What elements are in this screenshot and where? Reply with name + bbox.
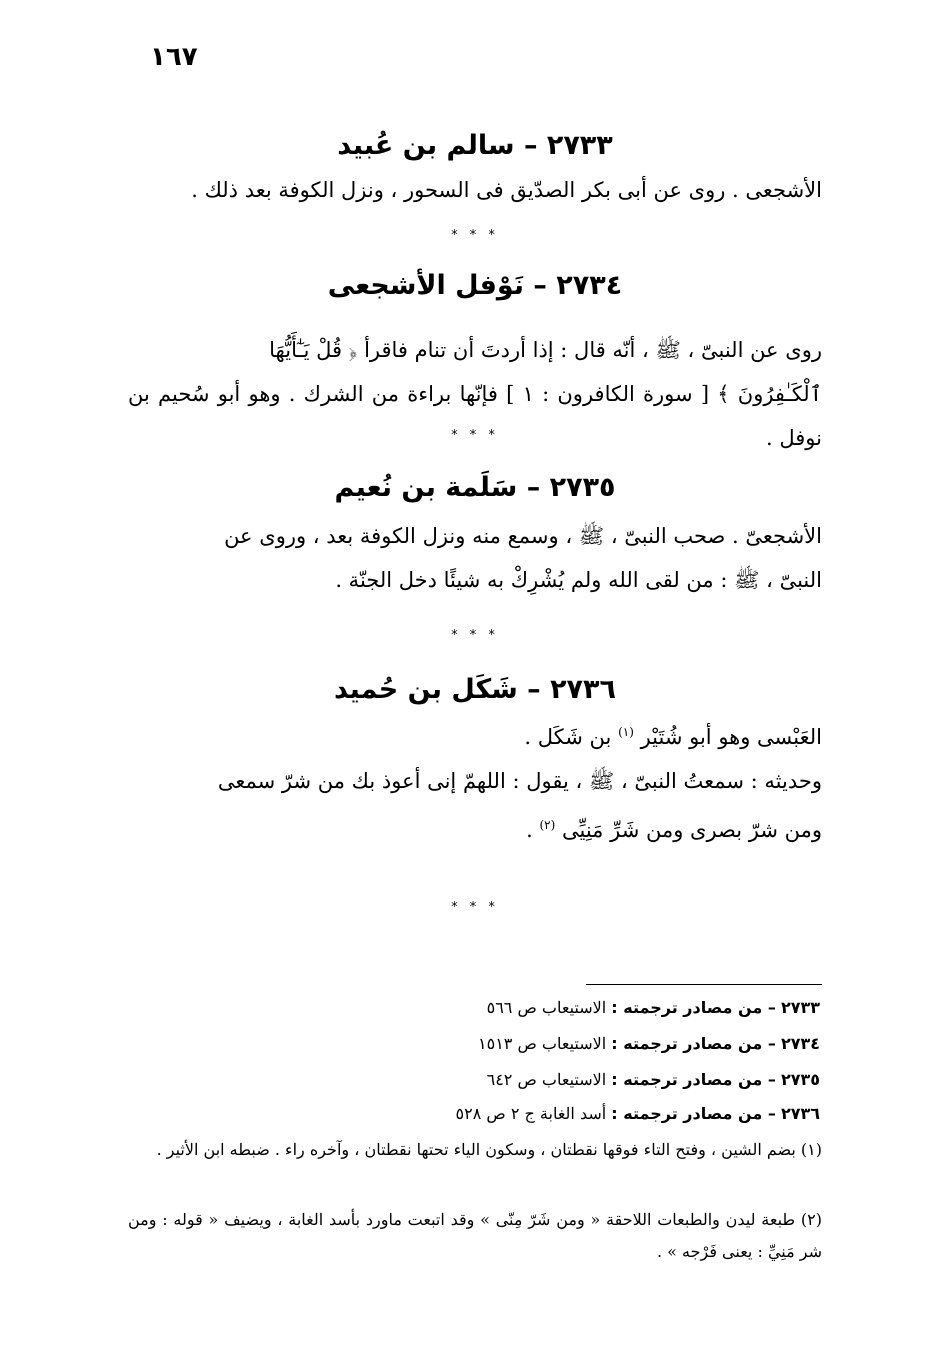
entry-body-2735: [128, 514, 822, 602]
line-text: ومن شرّ بصرى ومن شَرِّ مَنِيِّى: [562, 818, 822, 842]
footnote-ref-1: (١): [618, 725, 634, 739]
entry-line: روى عن النبىّ ، ﷺ ، أنّه قال : إذا أردتَ أن تنام فاقرأ ﴿ قُلْ يَـٰٓأَيُّهَا: [269, 338, 822, 362]
entry-title-2736: ٢٧٣٦ – شَكَل بن حُميد: [334, 674, 616, 705]
source-label: – من مصادر ترجمته :: [611, 998, 776, 1017]
section-separator: * * *: [451, 628, 499, 643]
line-text: بن شَكَل .: [524, 725, 612, 749]
source-line: [300, 1102, 820, 1126]
source-line: [300, 1068, 820, 1092]
entry-body-2736: [128, 710, 822, 852]
line-text: العَبْسى وهو أبو شُتَيْر: [640, 725, 822, 749]
source-text: أسد الغابة ج ٢ ص ٥٢٨: [455, 1104, 607, 1123]
section-separator: * * *: [451, 428, 499, 443]
entry-title-2733: ٢٧٣٣ – سالم بن عُبيد: [337, 130, 613, 161]
page-number: ١٦٧: [150, 42, 198, 72]
source-label: – من مصادر ترجمته :: [611, 1070, 776, 1089]
entry-line: [128, 803, 822, 852]
footnote-ref-2: (٢): [539, 818, 556, 832]
entry-line: الأشجعى . روى عن أبى بكر الصدّيق فى السحور ، ونزل الكوفة بعد ذلك .: [191, 178, 822, 202]
source-text: الاستيعاب ص ٥٦٦: [486, 998, 607, 1017]
source-number: ٢٧٣٤: [780, 1034, 820, 1053]
source-number: ٢٧٣٣: [780, 998, 820, 1017]
section-separator: * * *: [451, 900, 499, 915]
line-text: .: [526, 818, 533, 842]
source-line: [300, 996, 820, 1020]
source-number: ٢٧٣٦: [780, 1104, 820, 1123]
section-separator: * * *: [451, 228, 499, 243]
footnote-2: (٢) طبعة ليدن والطبعات اللاحقة « ومن شَرّ مِنّى » وقد اتبعت ماورد بأسد الغابة ، ويضيف « قوله : ومن شر مَنِيِّ : يعنى فَرْجه » .: [128, 1210, 822, 1261]
source-text: الاستيعاب ص ٦٤٢: [486, 1070, 607, 1089]
source-text: الاستيعاب ص ١٥١٣: [478, 1034, 607, 1053]
entry-line: وحديثه : سمعتُ النبىّ ، ﷺ ، يقول : اللهمّ إنى أعوذ بك من شرّ سمعى: [217, 769, 822, 793]
source-line: [300, 1032, 820, 1056]
entry-line: ٱلْكَـٰفِرُونَ ﴾ [ سورة الكافرون : ١ ] فإنّها براءة من الشرك . وهو أبو سُحيم بن نوفل .: [128, 382, 822, 450]
entry-body-2733: [128, 168, 822, 212]
entry-line: الأشجعىّ . صحب النبىّ ، ﷺ ، وسمع منه ونزل الكوفة بعد ، وروى عن: [224, 524, 822, 548]
source-label: – من مصادر ترجمته :: [611, 1034, 776, 1053]
entry-line: النبىّ ، ﷺ : من لقى الله ولم يُشْرِكْ به شيئًا دخل الجنّة .: [335, 568, 822, 592]
entry-title-2735: ٢٧٣٥ – سَلَمة بن نُعيم: [334, 472, 616, 503]
footnote-divider: [586, 984, 822, 985]
entry-title-2734: ٢٧٣٤ – نَوْفل الأشجعى: [327, 270, 623, 301]
source-number: ٢٧٣٥: [780, 1070, 820, 1089]
entry-line: [128, 710, 822, 759]
footnote-1: (١) بضم الشين ، وفتح التاء فوقها نقطتان ، وسكون الياء تحتها نقطتان ، وآخره راء . ضبطه ابن الأثير .: [156, 1140, 822, 1159]
source-label: – من مصادر ترجمته :: [611, 1104, 776, 1123]
